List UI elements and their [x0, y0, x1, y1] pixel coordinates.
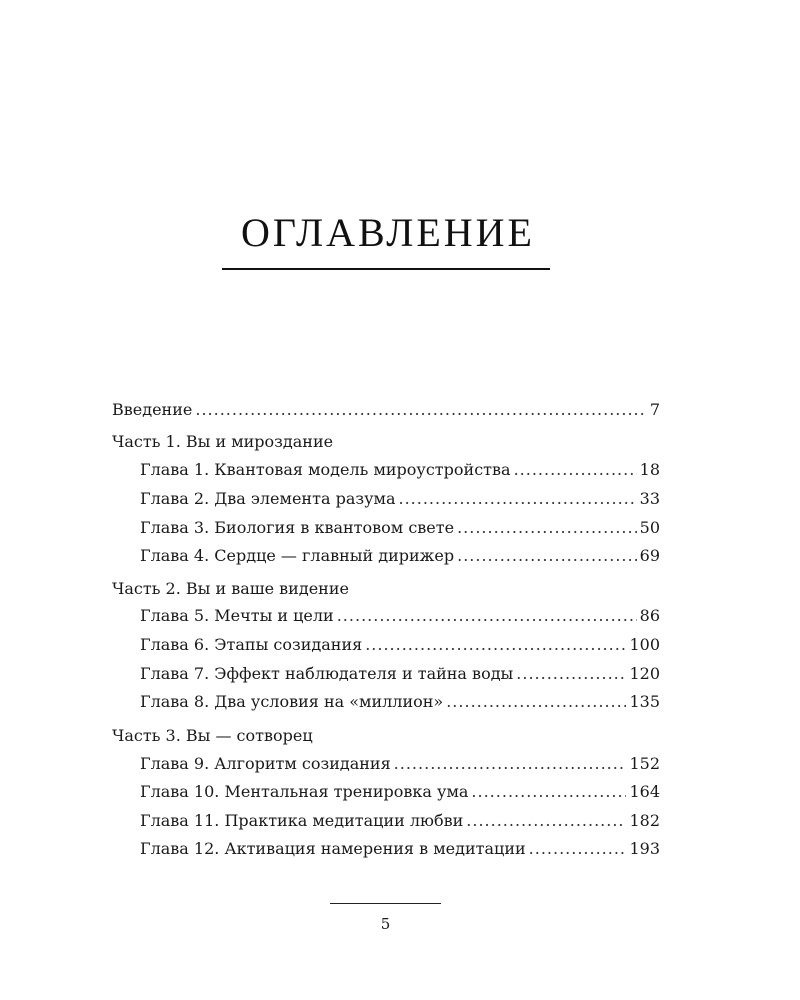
toc-leader-dots: [398, 485, 636, 513]
toc-entry-chapter-7[interactable]: [140, 660, 660, 688]
toc-entry-page: 69: [639, 546, 660, 565]
toc-leader-dots: [514, 456, 637, 484]
toc-entry-page: 135: [629, 692, 660, 711]
toc-entry-label: Глава 12. Активация намерения в медитации: [140, 839, 526, 858]
toc-entry-label: Глава 10. Ментальная тренировка ума: [140, 782, 469, 801]
page-number: 5: [380, 915, 391, 933]
toc-entry-label: Введение: [112, 400, 193, 419]
toc-leader-dots: [466, 807, 626, 835]
toc-entry-page: 182: [629, 811, 660, 830]
toc-entry-label: Глава 7. Эффект наблюдателя и тайна воды: [140, 664, 514, 683]
toc-leader-dots: [471, 778, 626, 806]
toc-leader-dots: [337, 602, 637, 630]
part-heading-3: Часть 3. Вы — сотворец: [112, 726, 313, 745]
toc-entry-chapter-5[interactable]: [140, 602, 660, 630]
toc-entry-label: Глава 3. Биология в квантовом свете: [140, 518, 455, 537]
toc-entry-page: 164: [629, 782, 660, 801]
toc-entry-page: 86: [639, 606, 660, 625]
toc-entry-page: 193: [629, 839, 660, 858]
toc-entry-label: Глава 1. Квантовая модель мироустройства: [140, 460, 511, 479]
footer-rule: [330, 903, 441, 904]
toc-entry-chapter-8[interactable]: [140, 688, 660, 716]
toc-entry-chapter-2[interactable]: [140, 485, 660, 513]
toc-entry-intro[interactable]: [112, 396, 660, 424]
toc-leader-dots: [394, 750, 627, 778]
page-title: ОГЛАВЛЕНИЕ: [241, 210, 535, 255]
toc-entry-page: 152: [629, 754, 660, 773]
toc-leader-dots: [457, 542, 637, 570]
toc-entry-chapter-4[interactable]: [140, 542, 660, 570]
toc-entry-label: Глава 9. Алгоритм созидания: [140, 754, 391, 773]
toc-entry-chapter-3[interactable]: [140, 514, 660, 542]
toc-entry-label: Глава 8. Два условия на «миллион»: [140, 692, 444, 711]
toc-entry-page: 7: [649, 400, 660, 419]
part-heading-1: Часть 1. Вы и мироздание: [112, 432, 334, 451]
toc-entry-label: Глава 5. Мечты и цели: [140, 606, 334, 625]
toc-leader-dots: [365, 631, 626, 659]
toc-entry-chapter-6[interactable]: [140, 631, 660, 659]
toc-entry-chapter-1[interactable]: [140, 456, 660, 484]
toc-leader-dots: [516, 660, 626, 688]
toc-leader-dots: [529, 835, 627, 863]
toc-leader-dots: [446, 688, 626, 716]
toc-entry-page: 18: [639, 460, 660, 479]
toc-entry-chapter-10[interactable]: [140, 778, 660, 806]
toc-entry-page: 100: [629, 635, 660, 654]
toc-leader-dots: [195, 396, 646, 424]
toc-entry-page: 120: [629, 664, 660, 683]
toc-entry-chapter-11[interactable]: [140, 807, 660, 835]
title-underline: [222, 268, 550, 270]
toc-leader-dots: [457, 514, 637, 542]
toc-entry-label: Глава 6. Этапы созидания: [140, 635, 363, 654]
toc-entry-chapter-12[interactable]: [140, 835, 660, 863]
toc-entry-label: Глава 2. Два элемента разума: [140, 489, 396, 508]
toc-entry-label: Глава 4. Сердце — главный дирижер: [140, 546, 455, 565]
toc-entry-page: 50: [639, 518, 660, 537]
toc-entry-label: Глава 11. Практика медитации любви: [140, 811, 464, 830]
part-heading-2: Часть 2. Вы и ваше видение: [112, 579, 349, 598]
toc-entry-chapter-9[interactable]: [140, 750, 660, 778]
toc-entry-page: 33: [639, 489, 660, 508]
